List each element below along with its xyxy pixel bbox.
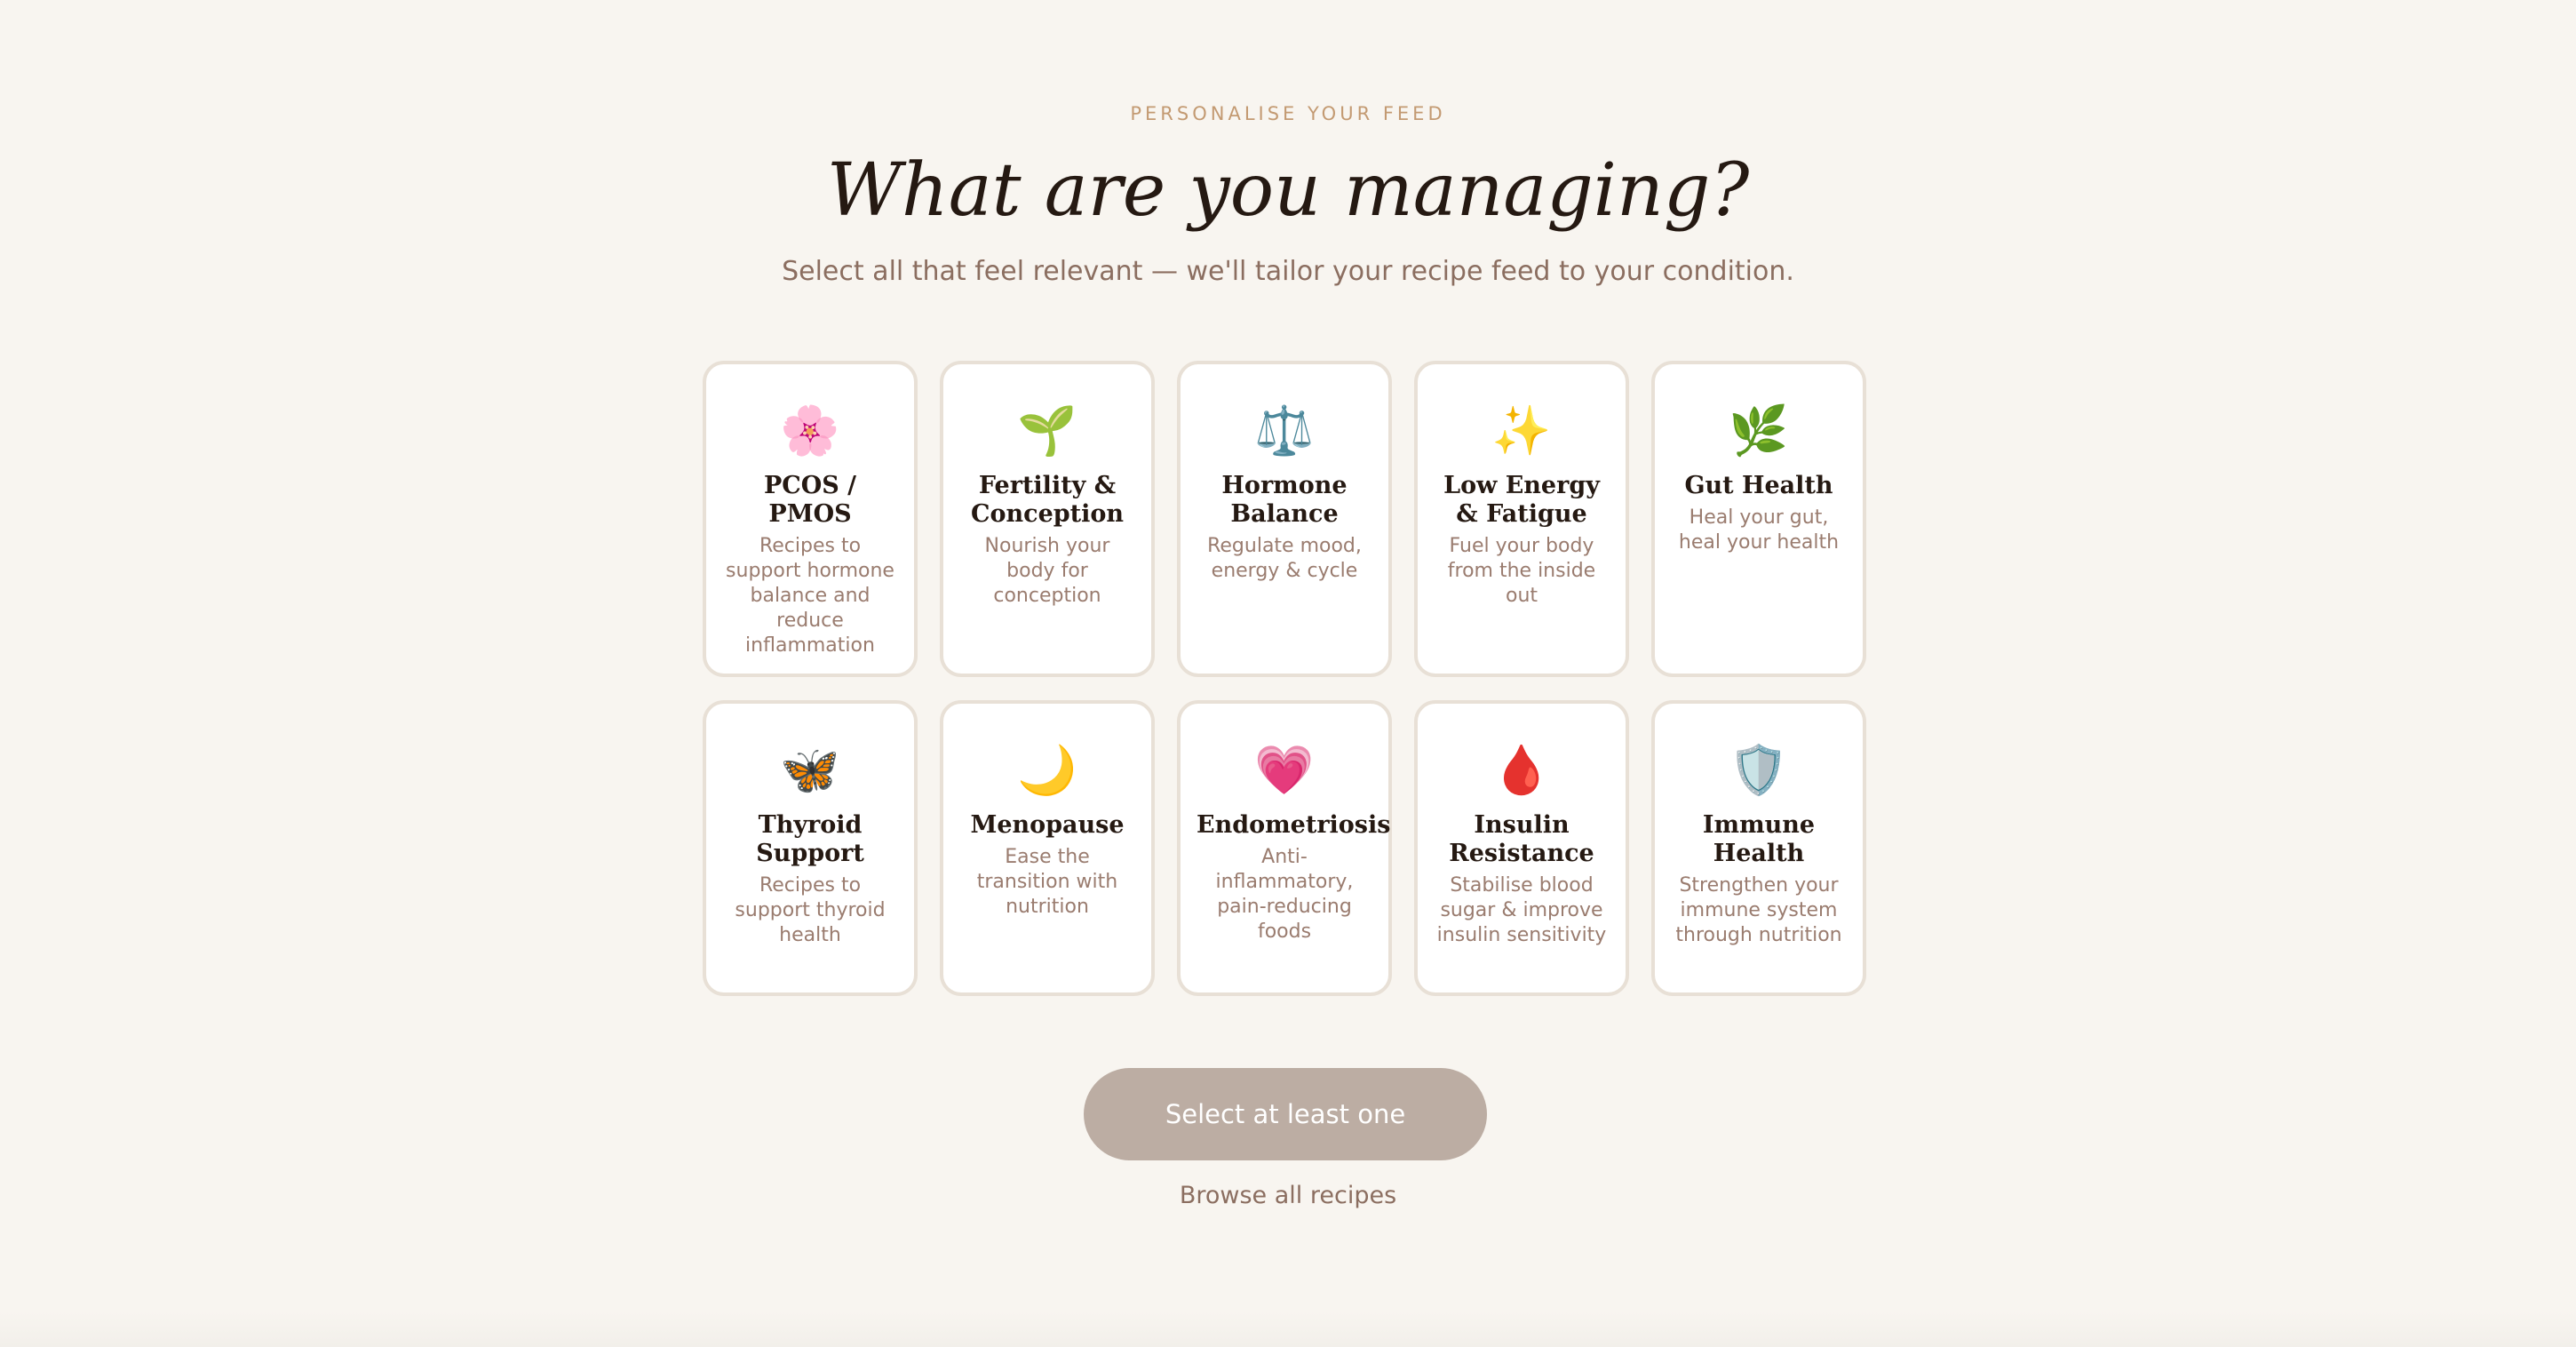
condition-name: Insulin Resistance	[1449, 811, 1594, 867]
condition-card-fertility[interactable]	[940, 361, 1155, 677]
page-title: What are you managing?	[826, 148, 1750, 233]
condition-card-menopause[interactable]	[940, 700, 1155, 996]
condition-card-pcos[interactable]	[703, 361, 918, 677]
browse-all-recipes-row	[0, 1178, 2576, 1214]
crescent-moon-icon: 🌙	[1017, 742, 1077, 798]
condition-description: Recipes to support hormone balance and reduce inflammation	[726, 535, 894, 657]
condition-name: Thyroid Support	[756, 811, 864, 867]
condition-card-hormone-balance[interactable]	[1177, 361, 1392, 677]
browse-all-recipes-link[interactable]: Browse all recipes	[1179, 1182, 1397, 1209]
condition-card-low-energy[interactable]	[1414, 361, 1629, 677]
herb-icon: 🌿	[1729, 403, 1789, 458]
balance-scale-icon: ⚖️	[1254, 403, 1315, 458]
shield-icon: 🛡️	[1729, 742, 1789, 798]
select-at-least-one-button[interactable]: Select at least one	[1084, 1068, 1487, 1160]
condition-name: Fertility & Conception	[971, 472, 1124, 528]
sparkles-icon: ✨	[1491, 403, 1552, 458]
condition-name: PCOS / PMOS	[763, 472, 857, 528]
condition-card-endometriosis[interactable]	[1177, 700, 1392, 996]
cherry-blossom-icon: 🌸	[780, 403, 840, 458]
condition-description: Nourish your body for conception	[984, 535, 1110, 607]
condition-description: Ease the transition with nutrition	[976, 846, 1118, 918]
bottom-edge	[0, 1311, 2576, 1347]
condition-description: Anti-inflammatory, pain-reducing foods	[1215, 846, 1354, 943]
condition-description: Recipes to support thyroid health	[735, 874, 886, 946]
condition-card-insulin-resistance[interactable]	[1414, 700, 1629, 996]
butterfly-icon: 🦋	[780, 742, 840, 798]
condition-description: Fuel your body from the inside out	[1447, 535, 1596, 607]
condition-name: Endometriosis	[1197, 811, 1391, 839]
condition-description: Strengthen your immune system through nutrition	[1675, 874, 1842, 946]
condition-grid	[703, 361, 1868, 996]
seedling-icon: 🌱	[1017, 403, 1077, 458]
condition-name: Menopause	[970, 811, 1125, 839]
condition-name: Gut Health	[1684, 472, 1833, 499]
condition-card-thyroid[interactable]	[703, 700, 918, 996]
condition-description: Stabilise blood sugar & improve insulin sensitivity	[1436, 874, 1607, 946]
condition-name: Low Energy & Fatigue	[1443, 472, 1600, 528]
condition-description: Regulate mood, energy & cycle	[1207, 535, 1362, 582]
blood-drop-icon: 🩸	[1491, 742, 1552, 798]
condition-card-gut-health[interactable]	[1651, 361, 1866, 677]
condition-name: Immune Health	[1702, 811, 1816, 867]
condition-card-immune-health[interactable]	[1651, 700, 1866, 996]
condition-description: Heal your gut, heal your health	[1678, 506, 1840, 554]
eyebrow-label: PERSONALISE YOUR FEED	[1130, 103, 1446, 124]
page-subtitle: Select all that feel relevant — we'll tailor your recipe feed to your condition.	[782, 256, 1794, 287]
condition-name: Hormone Balance	[1221, 472, 1348, 528]
heart-icon: 💗	[1254, 742, 1315, 798]
